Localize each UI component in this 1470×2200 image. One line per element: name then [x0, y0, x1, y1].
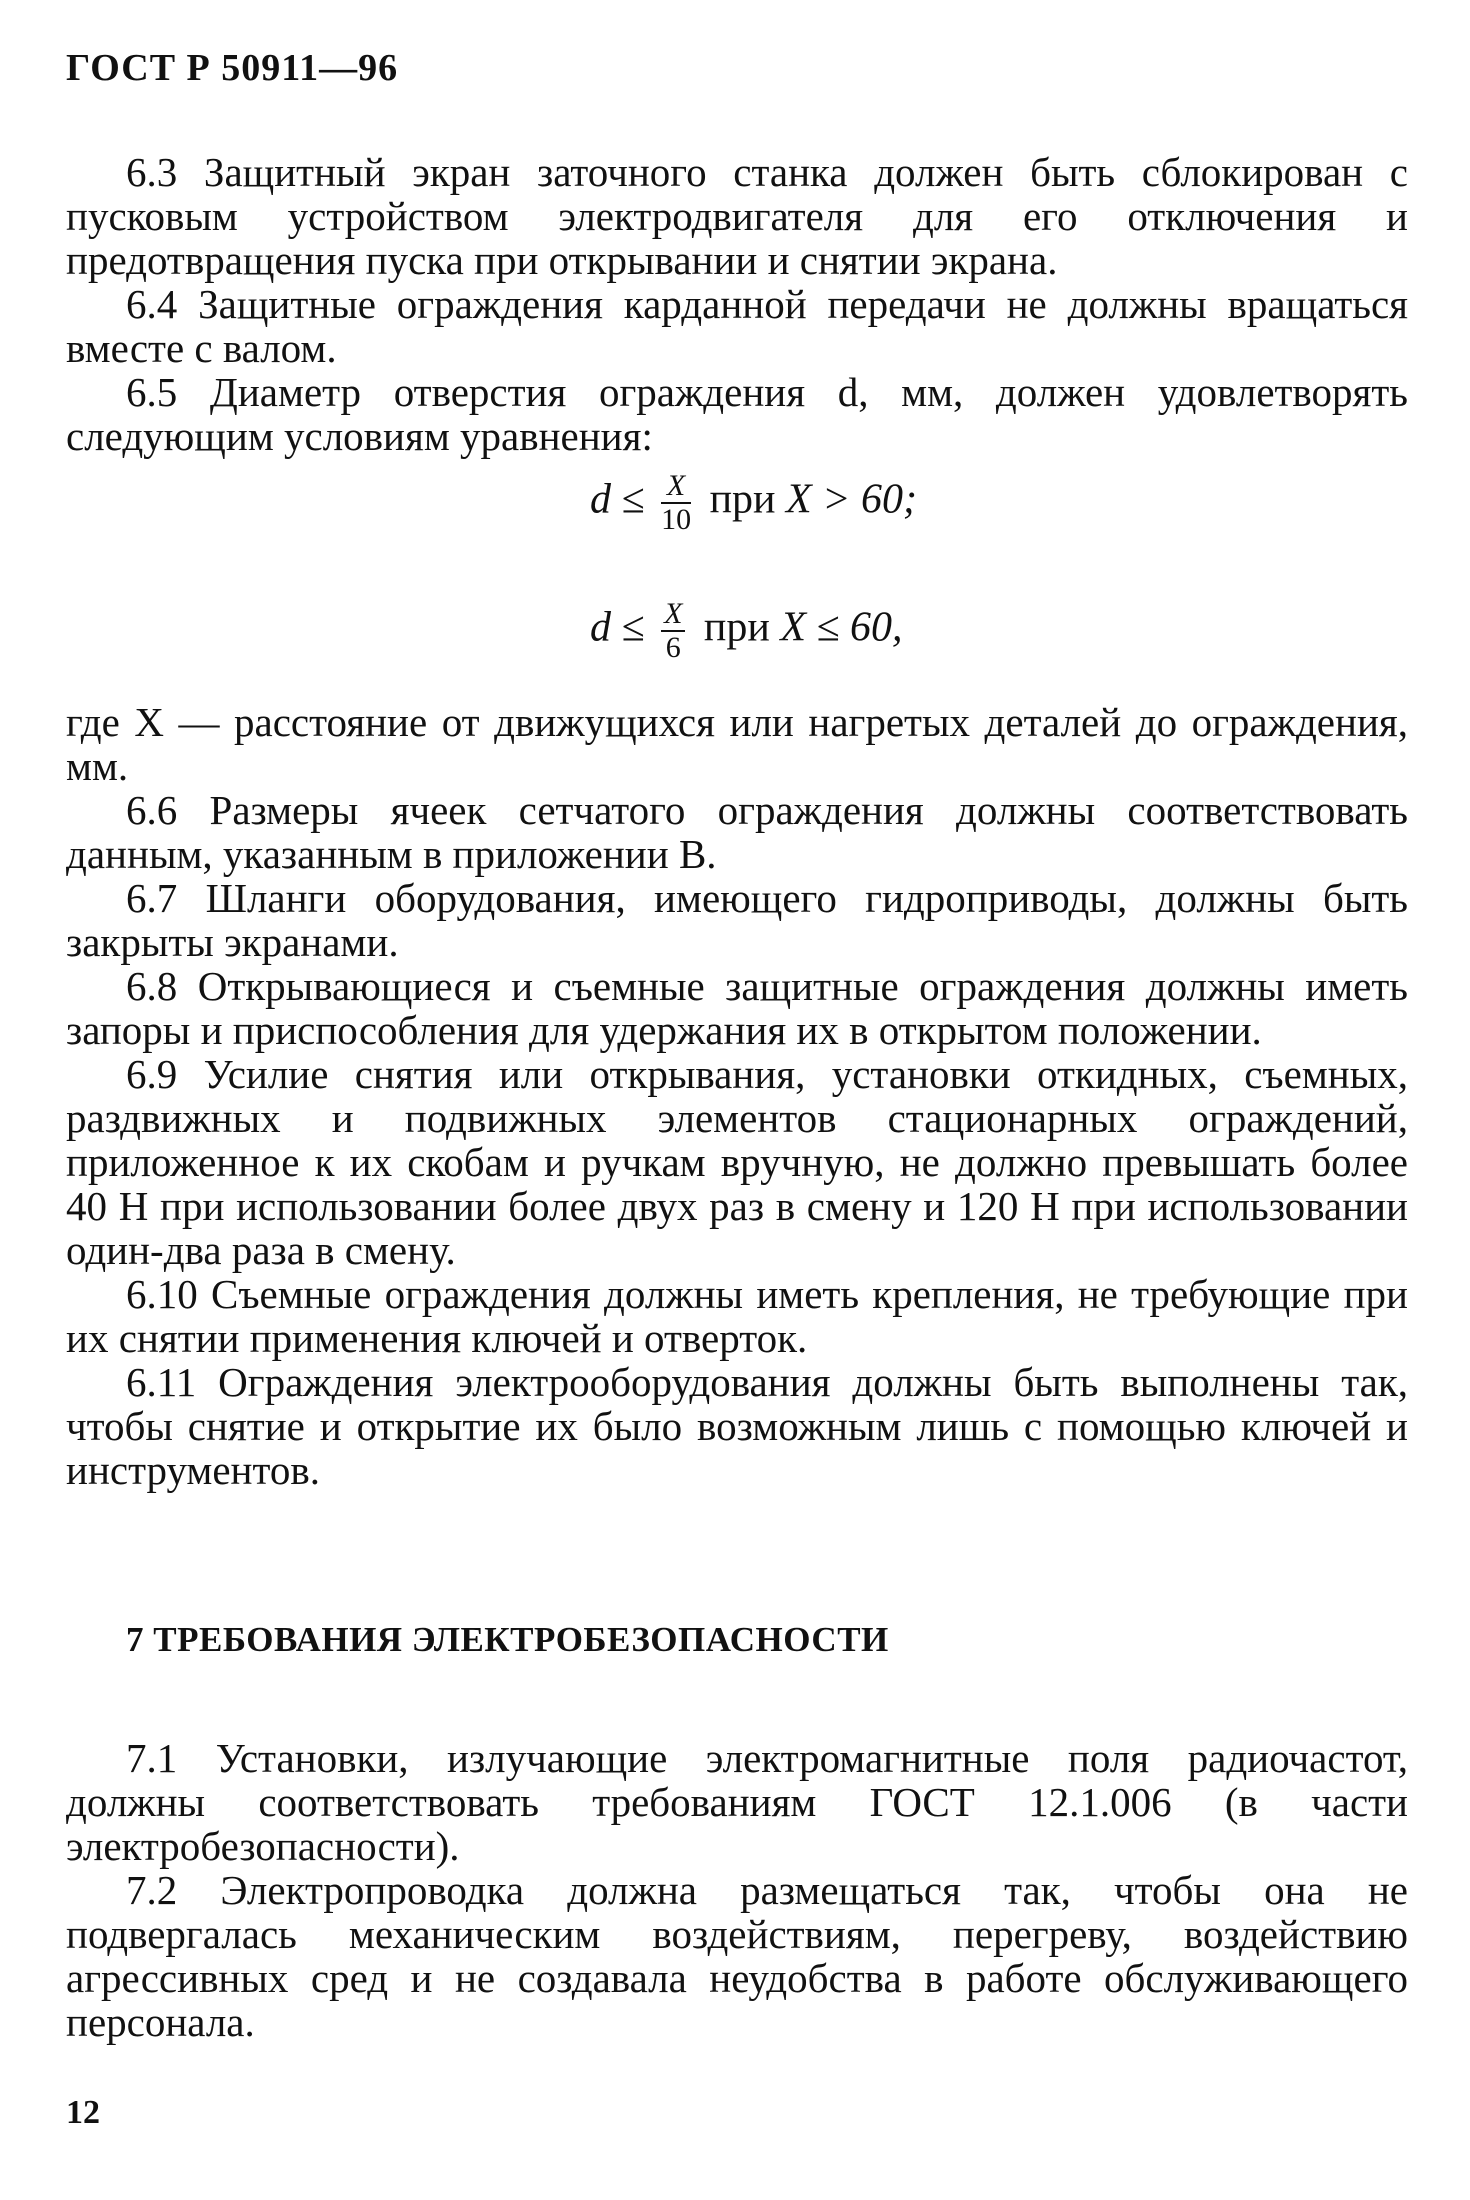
formula-fraction — [661, 470, 691, 536]
fraction-numerator: X — [661, 598, 685, 632]
paragraph-6-3: 6.3 Защитный экран заточного станка должен быть сблокирован с пусковым устройством электродвигателя для его отключения и предотвращения пуска при открывании и снятии экрана. — [66, 149, 1408, 283]
paragraph-6-5: 6.5 Диаметр отверстия ограждения d, мм, должен удовлетворять следующим условиям уравнения: — [66, 369, 1408, 459]
paragraph-7-2: 7.2 Электропроводка должна размещаться так, чтобы она не подвергалась механическим воздействиям, перегреву, воздействию агрессивных сред и не создавала неудобства в работе обслуживающего персонала. — [66, 1867, 1408, 2045]
paragraph-6-6: 6.6 Размеры ячеек сетчатого ограждения должны соответствовать данным, указанным в приложении В. — [66, 787, 1408, 877]
formula-fraction — [661, 598, 685, 664]
fraction-denominator: 6 — [665, 631, 681, 664]
paragraph-6-9: 6.9 Усилие снятия или открывания, установки откидных, съемных, раздвижных и подвижных элементов стационарных ограждений, приложенное к их скобам и ручкам вручную, не должно превышать более 40 Н при использовании более двух раз в смену и 120 Н при использовании один-два раза в смену. — [66, 1051, 1408, 1273]
formula-explanation: где X — расстояние от движущихся или нагретых деталей до ограждения, мм. — [66, 699, 1408, 789]
formula-1 — [590, 470, 917, 536]
formula-condition: X ≤ 60, — [780, 604, 903, 651]
section-title: 7 ТРЕБОВАНИЯ ЭЛЕКТРОБЕЗОПАСНОСТИ — [126, 1620, 889, 1659]
fraction-denominator: 10 — [661, 503, 692, 536]
formula-condition-word: при — [709, 476, 776, 523]
formula-lhs: d ≤ — [590, 476, 645, 523]
paragraph-6-11: 6.11 Ограждения электрооборудования должны быть выполнены так, чтобы снятие и открытие их было возможным лишь с помощью ключей и инструментов. — [66, 1359, 1408, 1493]
paragraph-6-4: 6.4 Защитные ограждения карданной передачи не должны вращаться вместе с валом. — [66, 281, 1408, 371]
paragraph-6-8: 6.8 Открывающиеся и съемные защитные ограждения должны иметь запоры и приспособления для удержания их в открытом положении. — [66, 963, 1408, 1053]
formula-lhs: d ≤ — [590, 604, 645, 651]
paragraph-6-10: 6.10 Съемные ограждения должны иметь крепления, не требующие при их снятии применения ключей и отверток. — [66, 1271, 1408, 1361]
fraction-numerator: X — [661, 470, 691, 504]
paragraph-7-1: 7.1 Установки, излучающие электромагнитные поля радиочастот, должны соответствовать требованиям ГОСТ 12.1.006 (в части электробезопасности). — [66, 1735, 1408, 1869]
paragraph-6-7: 6.7 Шланги оборудования, имеющего гидроприводы, должны быть закрыты экранами. — [66, 875, 1408, 965]
formula-condition: X > 60; — [786, 476, 917, 523]
page-number: 12 — [66, 2094, 100, 2131]
formula-condition-word: при — [703, 604, 770, 651]
document-header: ГОСТ Р 50911—96 — [66, 47, 399, 89]
formula-2 — [590, 598, 903, 664]
paragraphs-middle — [66, 700, 1408, 1492]
paragraphs-bottom — [66, 1736, 1408, 2044]
paragraphs-top — [66, 150, 1408, 458]
